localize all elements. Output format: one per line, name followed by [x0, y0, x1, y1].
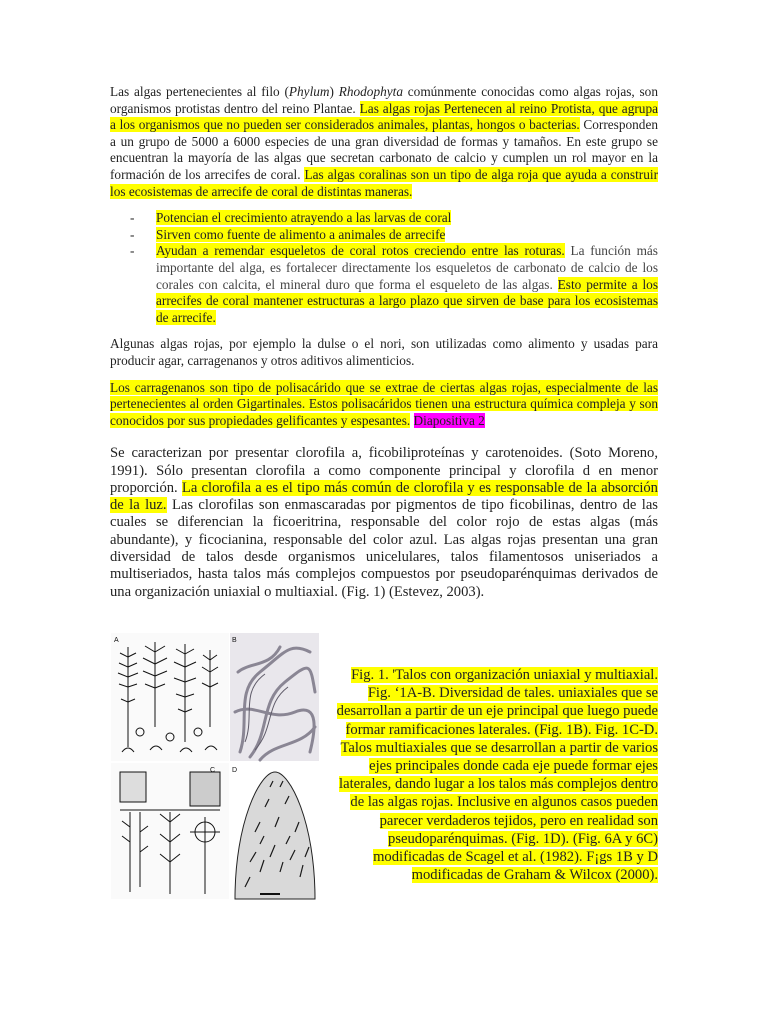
text-run: comúnmente conocidas como algas rojas, son organismos protistas dentro del reino Plantae. — [110, 84, 658, 116]
list-item — [110, 243, 658, 326]
highlighted-text: Las algas rojas Pertenecen al reino Protista, que agrupa a los organismos que no pueden ser considerados animales, plantas, hongos o bacterias. — [110, 100, 658, 133]
highlighted-text: Ayudan a remendar esqueletos de coral rotos creciendo entre las roturas. — [156, 243, 565, 259]
figure-caption — [332, 666, 658, 884]
text-run: Se caracterizan por presentar clorofila a, ficobiliproteínas y carotenoides. (Soto Moreno, 1991). Sólo presentan clorofila a como componente principal y clorofila d en menor proporción. — [110, 445, 658, 496]
document-body — [110, 84, 658, 601]
highlighted-text: Los carragenanos son tipo de polisacárido que se extrae de ciertas algas rojas, especialmente de las pertenecientes al orden Gigartinales. Estos polisacáridos tienen una estructura química compleja y son conocidos por sus propiedades gelificantes y espesantes. — [110, 379, 658, 428]
paragraph-carragenanos — [110, 380, 658, 430]
panel-b — [230, 633, 319, 761]
text-run: Las clorofilas son enmascaradas por pigmentos de tipo ficobilinas, dentro de las cuales se diferencian la ficoeritrina, responsable del color rojo de estas algas (más abundante), y ficocianina, responsable del color azul. Las algas rojas presentan una gran diversidad de talos desde organismos unicelulares, talos filamentosos uniseriados a multiseriados, hasta talos más complejos compuestos por pseudoparénquimas derivados de una organización uniaxial o multiaxial. (Fig. 1) (Estevez, 2003). — [110, 497, 658, 600]
highlighted-text: La clorofila a es el tipo más común de clorofila y es responsable de la absorción de la luz. — [110, 479, 658, 514]
algae-figure-image — [110, 632, 320, 900]
panel-label-c: C — [210, 767, 216, 774]
text-run: Corresponden a un grupo de 5000 a 6000 especies de una gran diversidad de formas y tamaños. En este grupo se encuentran la mayoría de las algas que secretan carbonato de calcio y cumplen un rol mayor en la formación de los arrecifes de coral. — [110, 117, 658, 182]
text-italic: Rhodophyta — [338, 84, 403, 99]
bullet-dash: - — [130, 243, 135, 259]
panel-c — [111, 763, 229, 899]
paragraph-intro — [110, 84, 658, 200]
highlighted-text: Esto permite a los arrecifes de coral mantener estructuras a largo plazo que sirven de base para los ecosistemas de arrecife. — [156, 276, 658, 325]
highlighted-text: Sirven como fuente de alimento a animales de arrecife — [156, 226, 446, 242]
panel-a — [111, 633, 229, 761]
figure-1 — [110, 632, 658, 902]
text-run: ) — [329, 84, 339, 99]
highlighted-text: Fig. 1. 'Talos con organización uniaxial y multiaxial. Fig. ‘1A-B. Diversidad de tales. uniaxiales que se desarrollan a partir de un eje principal que luego puede formar ramificaciones laterales. (Fig. 1B). Fig. 1C-D. Talos multiaxiales que se desarrollan a partir de varios ejes principales donde cada eje puede formar ejes laterales, dando lugar a los talos más complejos dentro de las algas rojas. Inclusive en algunos casos pueden parecer verdaderos tejidos, pero en realidad son pseudoparénquimas. (Fig. 1D). (Fig. 6A y 6C) modificadas de Scagel et al. (1982). F¡gs 1B y D modificadas de Graham & Wilcox (2000). — [336, 667, 658, 884]
bullet-dash: - — [130, 226, 135, 242]
highlighted-text: Potencian el crecimiento atrayendo a las larvas de coral — [156, 210, 452, 226]
panel-label-a: A — [114, 637, 119, 644]
list-item — [110, 227, 658, 244]
text-run: Las algas pertenecientes al filo ( — [110, 84, 289, 99]
paragraph-uses: Algunas algas rojas, por ejemplo la dulse o el nori, son utilizadas como alimento y usadas para producir agar, carragenanos y otros aditivos alimenticios. — [110, 336, 658, 368]
panel-label-b: B — [232, 637, 237, 644]
highlighted-text: Las algas coralinas son un tipo de alga roja que ayuda a construir los ecosistemas de arrecife de coral de distintas maneras. — [110, 166, 658, 199]
slide-marker: Diapositiva 2 — [413, 412, 485, 428]
panel-d — [230, 763, 319, 899]
bullet-list — [110, 210, 658, 326]
text-italic: Phylum — [288, 84, 330, 99]
bullet-dash: - — [130, 210, 135, 226]
paragraph-pigments — [110, 445, 658, 601]
text-run: La función más importante del alga, es fortalecer directamente los esqueletos de carbonato de calcio de los corales con calcita, el mineral duro que forma el esqueleto de las algas. — [156, 243, 658, 292]
list-item — [110, 210, 658, 227]
panel-label-d: D — [232, 767, 238, 774]
